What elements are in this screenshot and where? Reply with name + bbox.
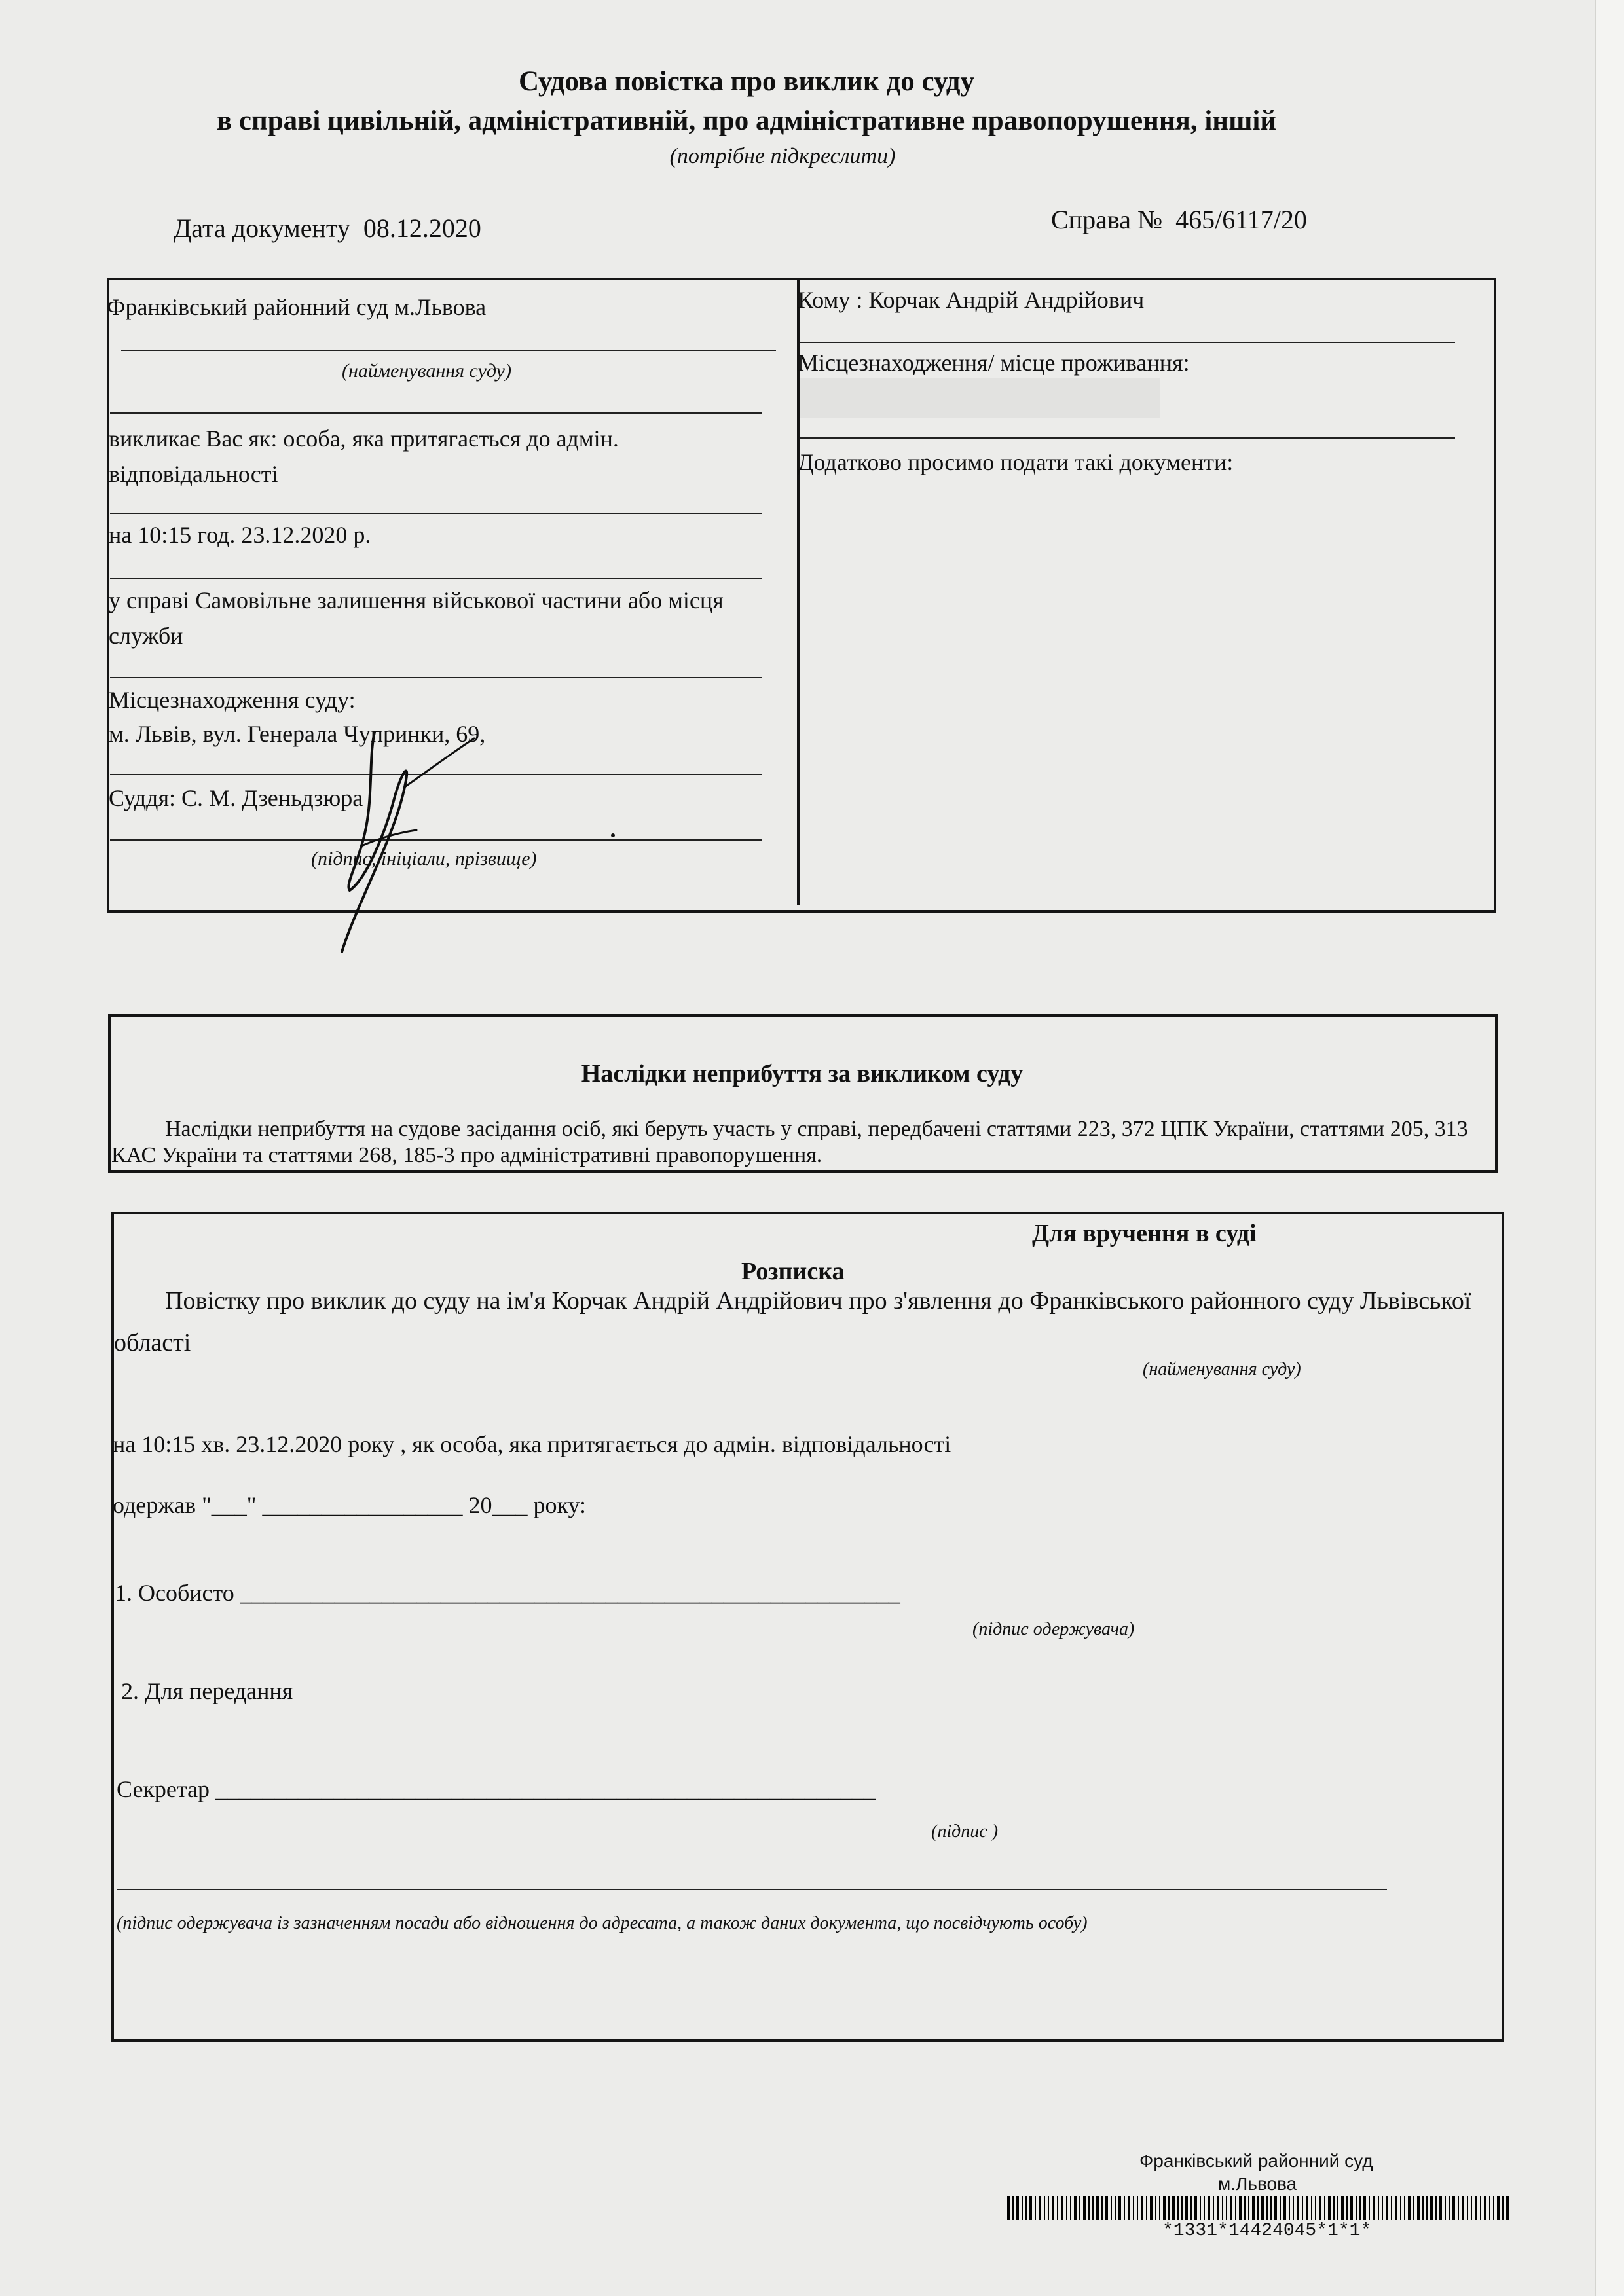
transfer-line: 2. Для передання xyxy=(121,1678,293,1704)
residence-underline xyxy=(800,437,1455,439)
barcode-text: *1331*14424045*1*1* xyxy=(1162,2221,1372,2241)
divider-4 xyxy=(110,677,762,678)
court-name-underline xyxy=(121,350,776,351)
consequences-text: Наслідки неприбуття на судове засідання осіб, які беруть участь у справі, передбачені статтями 223, 372 ЦПК України, статтями 205, 313 КАС України та статтями 268, 185-3 про адміністративні правопорушення. xyxy=(111,1117,1468,1167)
secretary-line: Секретар ________________________________________________________ xyxy=(117,1776,876,1802)
barcode-icon xyxy=(1007,2196,1511,2220)
divider-2 xyxy=(110,513,762,514)
recipient-signature-caption: (підпис одержувача із зазначенням посади або відношення до адресата, а також даних документа, що посвідчують особу) xyxy=(117,1913,1088,1933)
secretary-caption: (підпис ) xyxy=(931,1821,999,1842)
judge: Суддя: С. М. Дзеньдзюра xyxy=(109,785,363,811)
case-label: Справа № xyxy=(1051,205,1163,234)
for-court-delivery: Для вручення в суді xyxy=(1032,1220,1257,1247)
receipt-court-caption: (найменування суду) xyxy=(1143,1359,1301,1379)
paper-edge xyxy=(1595,0,1624,2296)
judge-signature-icon xyxy=(327,727,511,956)
case-number xyxy=(1051,204,1307,235)
court-location-value: м. Львів, вул. Генерала Чупринки, 69, xyxy=(109,721,486,747)
summons-as: викликає Вас як: особа, яка притягається до адмін. відповідальності xyxy=(109,426,619,487)
divider-3 xyxy=(110,578,762,579)
signature-caption: (підпис, ініціали, прізвище) xyxy=(311,848,537,869)
receipt-line2: на 10:15 хв. 23.12.2020 року , як особа, яка притягається до адмін. відповідальності xyxy=(113,1431,951,1457)
date-label: Дата документу xyxy=(174,213,350,243)
receipt-title: Розписка xyxy=(741,1258,845,1285)
recipient-signature-line xyxy=(117,1889,1387,1890)
court-location-label: Місцезнаходження суду: xyxy=(109,687,356,713)
document-title-line2: в справі цивільній, адміністративній, про адміністративне правопорушення, іншій xyxy=(216,105,1277,136)
residence-label: Місцезнаходження/ місце проживання: xyxy=(798,350,1190,376)
divider-1 xyxy=(110,412,762,414)
case-subject: у справі Самовільне залишення військової частини або місця служби xyxy=(109,587,724,649)
recipient-underline xyxy=(800,342,1455,343)
redacted-address xyxy=(800,378,1160,418)
recipient: Кому : Корчак Андрій Андрійович xyxy=(798,287,1145,313)
document-date xyxy=(174,213,481,244)
title-hint: (потрібне підкреслити) xyxy=(669,144,896,168)
footer-court-line2: м.Львова xyxy=(1218,2174,1297,2194)
extra-documents-label: Додатково просимо подати такі документи: xyxy=(798,449,1234,475)
consequences-title: Наслідки неприбуття за викликом суду xyxy=(581,1060,1024,1087)
hearing-time: на 10:15 год. 23.12.2020 р. xyxy=(109,522,371,548)
date-value: 08.12.2020 xyxy=(363,213,481,243)
received-date: одержав "___" _________________ 20___ року: xyxy=(113,1492,587,1518)
document-title-line1: Судова повістка про виклик до суду xyxy=(518,66,975,97)
receipt-line1: Повістку про виклик до суду на ім'я Корчак Андрій Андрійович про з'явлення до Франківського районного суду Львівської області xyxy=(114,1287,1471,1357)
ink-dot xyxy=(611,833,615,837)
case-value: 465/6117/20 xyxy=(1175,205,1307,234)
personally-line: 1. Особисто ________________________________________________________ xyxy=(115,1580,900,1606)
court-caption: (найменування суду) xyxy=(342,360,511,382)
court-name: Франківський районний суд м.Львова xyxy=(107,294,487,320)
footer-court-line1: Франківський районний суд xyxy=(1139,2151,1373,2171)
personally-caption: (підпис одержувача) xyxy=(972,1619,1135,1639)
